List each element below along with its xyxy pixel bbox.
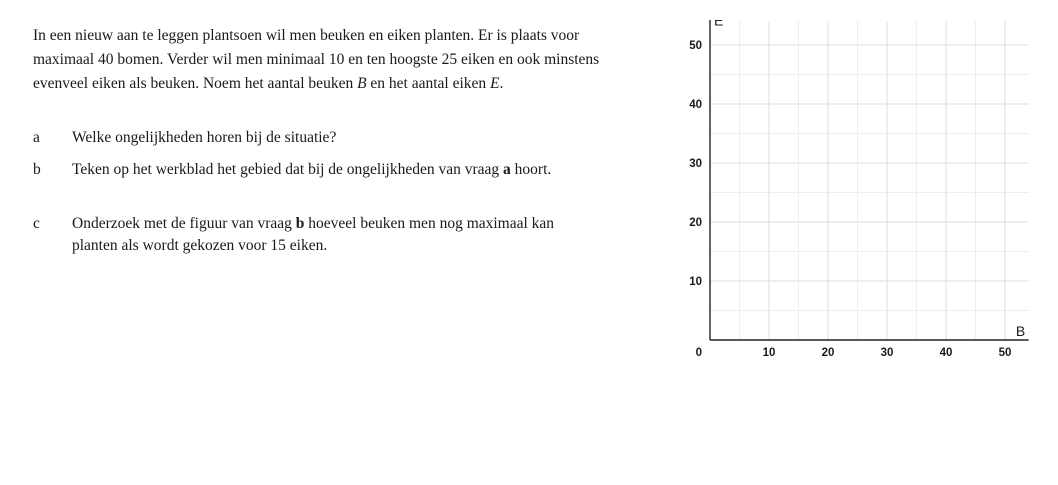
- question-a-part-1: Welke ongelijkheden horen bij de situatie?: [72, 129, 337, 146]
- question-c-text: [72, 213, 603, 257]
- question-b: [33, 159, 603, 181]
- question-a-text: [72, 127, 603, 149]
- question-b-part-1: Teken op het werkblad het gebied dat bij de ongelijkheden van vraag: [72, 161, 504, 178]
- minor-grid-lines: [710, 21, 1029, 340]
- question-c-part-3: hoeveel beuken men nog maximaal kan planten als wordt gekozen voor 15 eiken.: [72, 215, 555, 254]
- question-c-ref: b: [295, 215, 305, 232]
- y-tick-label: 30: [689, 158, 702, 170]
- question-a: [33, 127, 603, 149]
- intro-text-1: In een nieuw aan te leggen plantsoen wil men beuken en eiken planten. Er is plaats voor maximaal 40 bomen. Verder wil men minimaal 10 en ten hoogste 25 eiken en ook minstens evenveel eiken als beuken. Noem het aantal beuken: [33, 27, 600, 92]
- intro-text-2: en het aantal eiken: [366, 75, 491, 92]
- coordinate-grid: [680, 20, 1050, 365]
- exercise-intro: [33, 24, 603, 96]
- x-tick-label: 50: [998, 347, 1012, 359]
- question-letter-c: c: [33, 215, 40, 232]
- x-axis-label: B: [1015, 323, 1026, 339]
- question-c: [33, 213, 603, 257]
- y-tick-label: 10: [689, 276, 702, 288]
- question-b-text: [72, 159, 603, 181]
- origin-label: 0: [695, 347, 702, 359]
- question-letter-a: a: [33, 129, 40, 146]
- axes: [710, 20, 1029, 340]
- variable-b: B: [357, 75, 367, 92]
- question-b-ref: a: [503, 161, 511, 178]
- x-tick-label: 10: [762, 347, 776, 359]
- intro-text-3: .: [499, 75, 504, 92]
- y-tick-label: 50: [689, 40, 702, 52]
- x-tick-label: 40: [939, 347, 953, 359]
- major-grid-lines: [710, 21, 1029, 340]
- question-letter-b: b: [33, 161, 41, 178]
- y-axis-label: E: [714, 20, 724, 29]
- y-tick-label: 40: [689, 99, 702, 111]
- x-tick-label: 20: [821, 347, 835, 359]
- x-tick-label: 30: [880, 347, 894, 359]
- question-c-part-1: Onderzoek met de figuur van vraag: [72, 215, 296, 232]
- question-b-part-3: hoort.: [510, 161, 552, 178]
- y-tick-label: 20: [689, 217, 702, 229]
- variable-e: E: [490, 75, 500, 92]
- grid-svg: [680, 20, 1050, 365]
